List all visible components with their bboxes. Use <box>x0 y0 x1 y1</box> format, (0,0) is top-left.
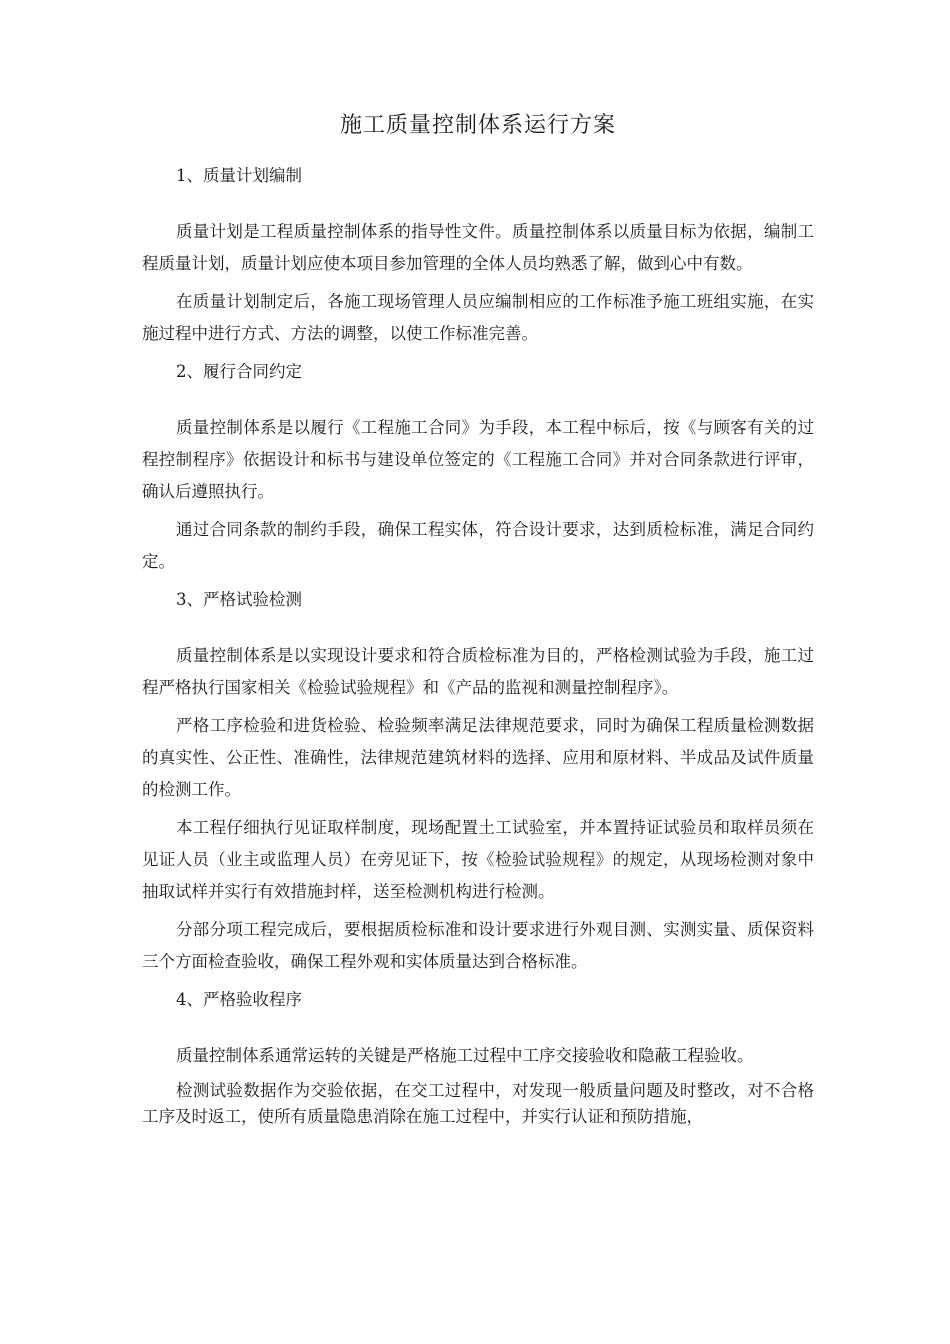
section-heading-2: 2、履行合同约定 <box>176 362 302 381</box>
section-1-paragraph-1: 质量计划是工程质量控制体系的指导性文件。质量控制体系以质量目标为依据，编制工程质量计划，质量计划应使本项目参加管理的全体人员均熟悉了解，做到心中有数。 <box>142 222 814 273</box>
section-heading-3: 3、严格试验检测 <box>176 590 302 609</box>
page-title: 施工质量控制体系运行方案 <box>339 113 616 138</box>
section-4-paragraph-1: 质量控制体系通常运转的关键是严格施工过程中工序交接验收和隐蔽工程验收。 <box>176 1046 754 1065</box>
document-body <box>142 108 814 1136</box>
section-3-paragraph-1: 质量控制体系是以实现设计要求和符合质检标准为目的，严格检测试验为手段，施工过程严格执行国家相关《检验试验规程》和《产品的监视和测量控制程序》。 <box>142 646 814 697</box>
section-heading-4: 4、严格验收程序 <box>176 990 302 1009</box>
section-2-paragraph-1: 质量控制体系是以履行《工程施工合同》为手段，本工程中标后，按《与顾客有关的过程控制程序》依据设计和标书与建设单位签定的《工程施工合同》并对合同条款进行评审，确认后遵照执行。 <box>142 418 814 501</box>
section-2-paragraph-2: 通过合同条款的制约手段，确保工程实体，符合设计要求，达到质检标准，满足合同约定。 <box>142 520 814 571</box>
section-1-paragraph-2: 在质量计划制定后，各施工现场管理人员应编制相应的工作标准予施工班组实施，在实施过程中进行方式、方法的调整，以使工作标准完善。 <box>142 292 814 343</box>
section-3-paragraph-4: 分部分项工程完成后，要根据质检标准和设计要求进行外观目测、实测实量、质保资料三个方面检查验收，确保工程外观和实体质量达到合格标准。 <box>142 920 814 971</box>
section-4-paragraph-2: 检测试验数据作为交验依据，在交工过程中，对发现一般质量问题及时整改，对不合格工序及时返工，使所有质量隐患消除在施工过程中，并实行认证和预防措施， <box>142 1081 814 1126</box>
section-3-paragraph-3: 本工程仔细执行见证取样制度，现场配置土工试验室，并本置持证试验员和取样员须在见证人员（业主或监理人员）在旁见证下，按《检验试验规程》的规定，从现场检测对象中抽取试样并实行有效措施封样，送至检测机构进行检测。 <box>142 818 814 901</box>
section-3-paragraph-2: 严格工序检验和进货检验、检验频率满足法律规范要求，同时为确保工程质量检测数据的真实性、公正性、准确性，法律规范建筑材料的选择、应用和原材料、半成品及试件质量的检测工作。 <box>142 716 814 799</box>
section-heading-1: 1、质量计划编制 <box>176 166 302 185</box>
